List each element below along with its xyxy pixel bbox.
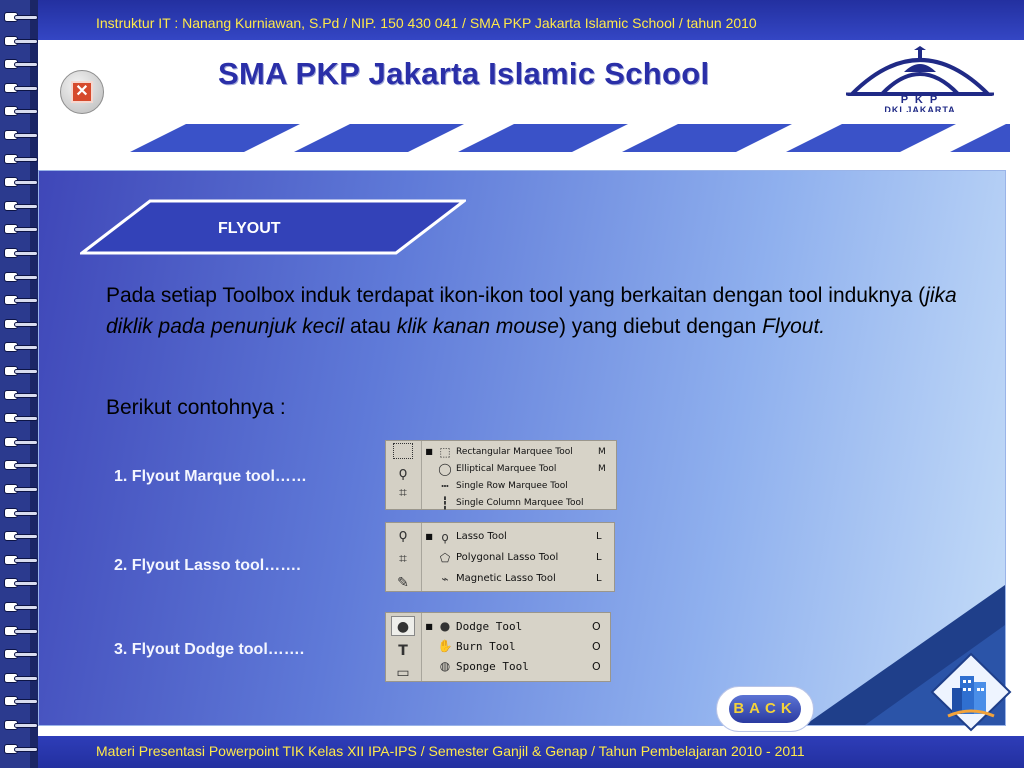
tool-shortcut: O <box>592 639 601 653</box>
section-tag-label: FLYOUT <box>218 220 281 237</box>
binder-ring-icon <box>4 175 34 189</box>
tool-name: Rectangular Marquee Tool <box>456 446 573 457</box>
flyout-row[interactable] <box>422 636 610 656</box>
description-paragraph <box>106 280 966 342</box>
page-title: SMA PKP Jakarta Islamic School <box>218 56 710 91</box>
example-label-dodge: 3. Flyout Dodge tool……. <box>114 641 305 658</box>
active-bullet-icon: ■ <box>425 447 433 456</box>
desc-italic-2: klik kanan mouse <box>396 315 559 338</box>
footer-info: Materi Presentasi Powerpoint TIK Kelas XII IPA-IPS / Semester Ganjil & Genap / Tahun Pembelajaran 2010 - 2011 <box>96 743 805 759</box>
binder-ring-icon <box>4 10 34 24</box>
binder-ring-icon <box>4 270 34 284</box>
binder-ring-icon <box>4 57 34 71</box>
binder-ring-icon <box>4 128 34 142</box>
tool-name: Sponge Tool <box>456 659 529 673</box>
toolbox-column <box>386 523 422 591</box>
binder-ring-icon <box>4 34 34 48</box>
flyout-row[interactable] <box>422 460 616 477</box>
tool-name: Magnetic Lasso Tool <box>456 573 556 584</box>
tool-shortcut: L <box>596 573 602 584</box>
rectangular-marquee-icon: ⬚ <box>439 444 451 459</box>
close-icon: ✕ <box>71 81 93 103</box>
binder-ring-icon <box>4 482 34 496</box>
lasso-tool-icon: ϙ <box>398 465 408 481</box>
type-tool-icon: T <box>398 643 408 659</box>
binder-ring-icon <box>4 506 34 520</box>
binder-ring-icon <box>4 340 34 354</box>
binder-ring-icon <box>4 553 34 567</box>
tool-shortcut: M <box>598 446 606 457</box>
binder-ring-icon <box>4 104 34 118</box>
example-label-lasso: 2. Flyout Lasso tool……. <box>114 557 301 574</box>
example-label-marquee: 1. Flyout Marque tool…… <box>114 468 307 485</box>
binder-ring-icon <box>4 458 34 472</box>
header-info: Instruktur IT : Nanang Kurniawan, S.Pd / NIP. 150 430 041 / SMA PKP Jakarta Islamic School / tahun 2010 <box>96 15 757 31</box>
logo-text-top: P K P <box>900 94 940 106</box>
logo-text-bottom: DKI JAKARTA <box>884 105 956 112</box>
back-button[interactable] <box>716 686 814 732</box>
flyout-row[interactable] <box>422 443 616 460</box>
binder-ring-icon <box>4 388 34 402</box>
single-column-marquee-icon: ┇ <box>441 495 449 510</box>
binder-ring-icon <box>4 624 34 638</box>
active-bullet-icon: ■ <box>425 532 433 541</box>
elliptical-marquee-icon: ◯ <box>438 461 452 476</box>
desc-italic-1: jika diklik pada penunjuk kecil <box>106 284 957 338</box>
crop-tool-icon: ⌗ <box>399 551 407 567</box>
tool-shortcut: M <box>598 463 606 474</box>
binder-ring-icon <box>4 317 34 331</box>
tool-shortcut: O <box>592 619 601 633</box>
lasso-tool-icon: ϙ <box>398 527 408 543</box>
marquee-flyout-screenshot <box>385 440 617 510</box>
back-button-label: BACK <box>729 695 801 723</box>
binder-ring-icon <box>4 576 34 590</box>
binder-ring-icon <box>4 293 34 307</box>
flyout-row[interactable] <box>422 477 616 494</box>
close-button[interactable] <box>60 70 104 114</box>
binder-ring-icon <box>4 647 34 661</box>
flyout-row[interactable] <box>422 547 614 568</box>
binder-ring-icon <box>4 742 34 756</box>
school-logo <box>842 46 998 112</box>
binder-ring-icon <box>4 246 34 260</box>
lasso-flyout-screenshot <box>385 522 615 592</box>
tool-name: Polygonal Lasso Tool <box>456 552 559 563</box>
binder-ring-icon <box>4 364 34 378</box>
tool-shortcut: L <box>596 531 602 542</box>
building-icon <box>930 652 1012 732</box>
binder-ring-icon <box>4 435 34 449</box>
binder-ring-icon <box>4 199 34 213</box>
flyout-row[interactable] <box>422 616 610 636</box>
flyout-row[interactable] <box>422 656 610 676</box>
tool-name: Single Column Marquee Tool <box>456 497 584 508</box>
binder-ring-icon <box>4 694 34 708</box>
binder-ring-icon <box>4 222 34 236</box>
desc-text-2: atau <box>344 315 397 338</box>
eyedropper-tool-icon: ✎ <box>397 575 409 591</box>
polygonal-lasso-icon: ⬠ <box>439 550 451 565</box>
tool-name: Lasso Tool <box>456 531 507 542</box>
binder-ring-icon <box>4 152 34 166</box>
intro-text: Berikut contohnya : <box>106 396 286 419</box>
tool-name: Single Row Marquee Tool <box>456 480 568 491</box>
flyout-row[interactable] <box>422 494 616 511</box>
binder-ring-icon <box>4 529 34 543</box>
tool-name: Dodge Tool <box>456 619 523 633</box>
magnetic-lasso-icon: ⌁ <box>441 571 449 586</box>
desc-italic-3: Flyout. <box>762 315 826 338</box>
dodge-flyout-screenshot <box>385 612 611 682</box>
toolbox-column <box>386 441 422 509</box>
single-row-marquee-icon: ┅ <box>441 478 449 493</box>
binder-ring-icon <box>4 671 34 685</box>
tool-shortcut: L <box>596 552 602 563</box>
desc-text-1: Pada setiap Toolbox induk terdapat ikon-ikon tool yang berkaitan dengan tool induknya ( <box>106 284 926 307</box>
shape-tool-icon: ▭ <box>396 665 410 681</box>
binder-ring-icon <box>4 411 34 425</box>
lasso-icon: ϙ <box>441 529 449 544</box>
header-stripes <box>130 122 1010 154</box>
binder-strip <box>0 0 38 768</box>
logo-mosque-icon <box>842 46 998 96</box>
marquee-tool-icon <box>393 443 413 459</box>
binder-ring-icon <box>4 718 34 732</box>
dodge-tool-icon: ● <box>391 616 415 636</box>
tool-name: Burn Tool <box>456 639 516 653</box>
section-tag <box>80 199 466 255</box>
tool-shortcut: O <box>592 659 601 673</box>
crop-tool-icon: ⌗ <box>399 485 407 501</box>
sponge-icon: ◍ <box>439 659 451 673</box>
binder-ring-icon <box>4 81 34 95</box>
toolbox-column <box>386 613 422 681</box>
desc-text-3: ) yang diebut dengan <box>558 315 763 338</box>
dodge-icon: ● <box>439 619 451 633</box>
active-bullet-icon: ■ <box>425 621 433 631</box>
flyout-row[interactable] <box>422 526 614 547</box>
flyout-row[interactable] <box>422 568 614 589</box>
binder-ring-icon <box>4 600 34 614</box>
burn-icon: ✋ <box>437 639 453 653</box>
tool-name: Elliptical Marquee Tool <box>456 463 557 474</box>
